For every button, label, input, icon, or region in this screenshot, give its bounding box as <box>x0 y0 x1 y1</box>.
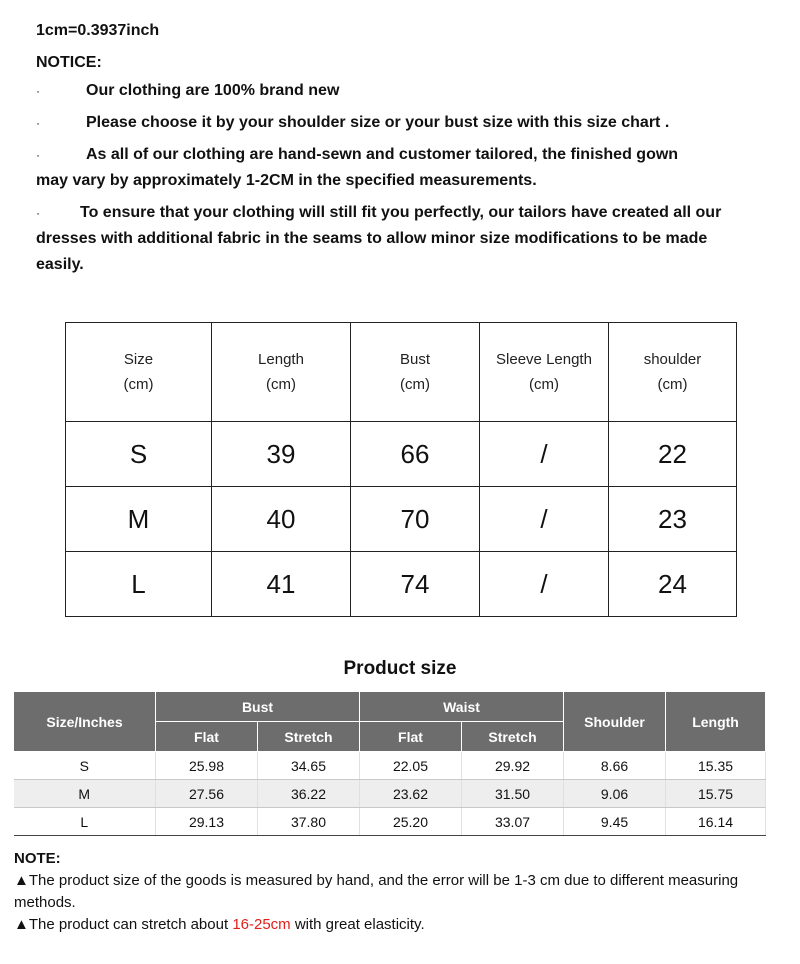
note-title: NOTE: <box>14 850 61 867</box>
table-cell: 25.98 <box>156 752 258 780</box>
notice-item-continuation: may vary by approximately 1-2CM in the specified measurements. <box>36 172 537 189</box>
table-cell: 9.45 <box>564 808 666 836</box>
table-cell: 9.06 <box>564 780 666 808</box>
bullet-dot-icon: · <box>36 206 40 220</box>
table-cell: 16.14 <box>666 808 766 836</box>
table-cell: 8.66 <box>564 752 666 780</box>
table-cell: 15.75 <box>666 780 766 808</box>
table-cell: 74 <box>351 552 480 617</box>
table-cell: / <box>480 422 609 487</box>
table-cell: 36.22 <box>258 780 360 808</box>
header-cell: Stretch <box>258 722 360 752</box>
product-size-title: Product size <box>343 658 457 679</box>
note-line: ▲The product can stretch about 16-25cm with great elasticity. <box>14 916 425 933</box>
product-size-table <box>13 691 766 836</box>
size-chart-header-row <box>66 323 737 422</box>
header-cell: Sleeve Length (cm) <box>480 323 609 422</box>
table-cell: 24 <box>609 552 737 617</box>
table-cell: 23 <box>609 487 737 552</box>
notice-item <box>36 200 756 278</box>
table-cell: L <box>14 808 156 836</box>
header-cell: Size (cm) <box>66 323 212 422</box>
bullet-dot-icon: · <box>36 116 40 130</box>
header-cell: Bust (cm) <box>351 323 480 422</box>
table-cell: 70 <box>351 487 480 552</box>
table-cell: 39 <box>212 422 351 487</box>
notice-item <box>36 142 756 194</box>
notice-section <box>36 18 756 278</box>
table-row <box>14 780 766 808</box>
header-cell: Bust <box>156 692 360 722</box>
table-cell: 29.92 <box>462 752 564 780</box>
table-row <box>14 752 766 780</box>
note-section <box>14 848 774 936</box>
table-cell: M <box>14 780 156 808</box>
table-row <box>66 422 737 487</box>
notice-item-text: Please choose it by your shoulder size or your bust size with this size chart . <box>86 114 670 131</box>
notice-item <box>36 78 756 104</box>
table-cell: S <box>66 422 212 487</box>
table-cell: 22.05 <box>360 752 462 780</box>
table-cell: 31.50 <box>462 780 564 808</box>
table-cell: 66 <box>351 422 480 487</box>
table-cell: 23.62 <box>360 780 462 808</box>
header-cell: Length <box>666 692 766 752</box>
unit-conversion: 1cm=0.3937inch <box>36 22 160 39</box>
table-cell: / <box>480 487 609 552</box>
table-cell: / <box>480 552 609 617</box>
table-cell: 34.65 <box>258 752 360 780</box>
table-cell: 33.07 <box>462 808 564 836</box>
note-line: ▲The product size of the goods is measured by hand, and the error will be 1-3 cm due to different measuring methods. <box>14 872 739 911</box>
notice-item <box>36 110 756 136</box>
notice-item-text: Our clothing are 100% brand new <box>86 82 340 99</box>
notice-item-continuation: dresses with additional fabric in the seams to allow minor size modifications to be made easily. <box>36 230 708 273</box>
header-cell: Length (cm) <box>212 323 351 422</box>
table-cell: 37.80 <box>258 808 360 836</box>
table-cell: S <box>14 752 156 780</box>
stretch-range-highlight: 16-25cm <box>232 916 291 933</box>
table-cell: 22 <box>609 422 737 487</box>
table-cell: 27.56 <box>156 780 258 808</box>
header-cell: Flat <box>360 722 462 752</box>
notice-title: NOTICE: <box>36 54 102 71</box>
table-cell: L <box>66 552 212 617</box>
table-cell: 41 <box>212 552 351 617</box>
header-cell: Waist <box>360 692 564 722</box>
bullet-dot-icon: · <box>36 84 40 98</box>
product-size-header-row <box>14 692 766 722</box>
notice-item-text: As all of our clothing are hand-sewn and customer tailored, the finished gown <box>86 146 679 163</box>
header-cell: shoulder (cm) <box>609 323 737 422</box>
notice-item-text: To ensure that your clothing will still fit you perfectly, our tailors have created all our <box>80 204 722 221</box>
table-cell: 29.13 <box>156 808 258 836</box>
size-chart-table <box>65 322 737 617</box>
table-row <box>66 552 737 617</box>
table-cell: 40 <box>212 487 351 552</box>
header-cell: Stretch <box>462 722 564 752</box>
header-cell: Shoulder <box>564 692 666 752</box>
header-cell: Flat <box>156 722 258 752</box>
bullet-dot-icon: · <box>36 148 40 162</box>
table-cell: M <box>66 487 212 552</box>
header-cell: Size/Inches <box>14 692 156 752</box>
table-cell: 25.20 <box>360 808 462 836</box>
table-cell: 15.35 <box>666 752 766 780</box>
table-row <box>14 808 766 836</box>
table-row <box>66 487 737 552</box>
